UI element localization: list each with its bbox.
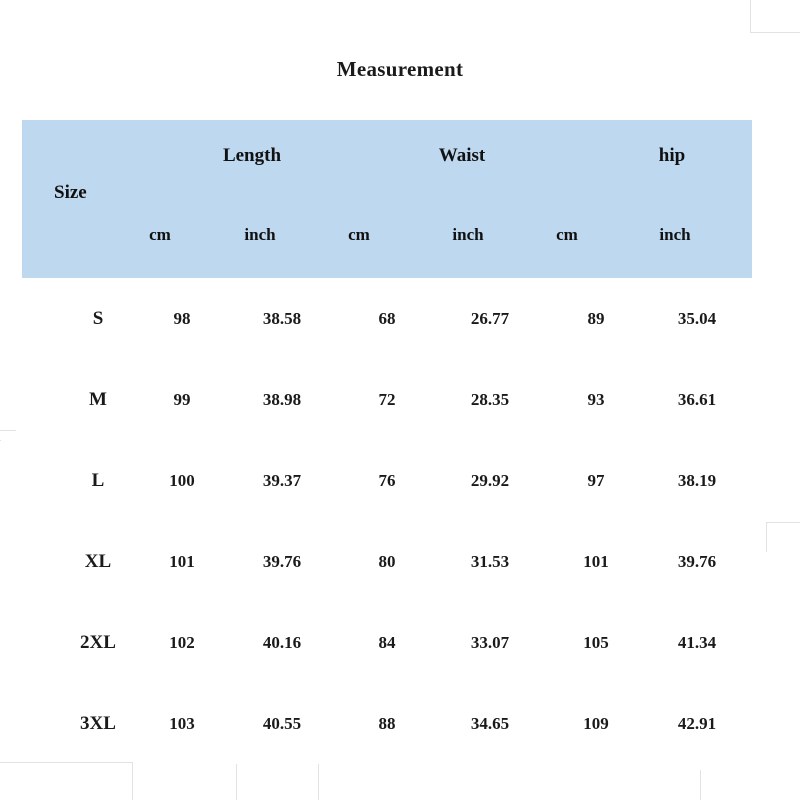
cell-length-cm: 99 bbox=[173, 389, 191, 409]
cell-length-inch: 39.37 bbox=[262, 470, 302, 490]
cell-length-inch: 38.98 bbox=[262, 389, 302, 409]
cell-waist-cm: 88 bbox=[378, 713, 396, 733]
cell-hip-inch: 36.61 bbox=[677, 389, 717, 409]
column-header-size: Size bbox=[54, 182, 87, 203]
cell-size: 2XL bbox=[80, 631, 116, 653]
cell-size: S bbox=[92, 307, 104, 329]
size-table bbox=[22, 120, 752, 764]
column-group-waist: Waist bbox=[438, 145, 486, 166]
cell-hip-cm: 101 bbox=[583, 551, 609, 571]
column-group-length: Length bbox=[222, 145, 282, 166]
cell-waist-inch: 29.92 bbox=[470, 470, 510, 490]
column-unit-length-inch: inch bbox=[244, 225, 276, 244]
table-row bbox=[22, 521, 752, 602]
guide-line-horizontal bbox=[750, 32, 800, 33]
table-row bbox=[22, 602, 752, 683]
guide-line-vertical bbox=[318, 764, 319, 800]
cell-hip-inch: 42.91 bbox=[677, 713, 717, 733]
table-row bbox=[22, 683, 752, 764]
cell-size: 3XL bbox=[80, 712, 116, 734]
cell-hip-inch: 35.04 bbox=[677, 308, 717, 328]
guide-line-vertical bbox=[236, 764, 237, 800]
cell-length-cm: 103 bbox=[169, 713, 195, 733]
cell-hip-cm: 93 bbox=[587, 389, 605, 409]
cell-waist-cm: 76 bbox=[378, 470, 396, 490]
column-unit-hip-cm: cm bbox=[556, 225, 578, 244]
cell-waist-cm: 68 bbox=[378, 308, 396, 328]
cell-waist-inch: 33.07 bbox=[470, 632, 510, 652]
guide-line-horizontal bbox=[766, 522, 800, 523]
column-unit-waist-cm: cm bbox=[348, 225, 370, 244]
cell-length-inch: 40.16 bbox=[262, 632, 302, 652]
column-unit-length-cm: cm bbox=[149, 225, 171, 244]
cell-length-inch: 38.58 bbox=[262, 308, 302, 328]
cell-size: L bbox=[91, 469, 105, 491]
cell-length-cm: 98 bbox=[173, 308, 191, 328]
guide-line-vertical bbox=[0, 440, 1, 441]
column-unit-hip-inch: inch bbox=[659, 225, 691, 244]
cell-size: XL bbox=[84, 550, 112, 572]
cell-waist-cm: 84 bbox=[378, 632, 396, 652]
cell-waist-inch: 34.65 bbox=[470, 713, 510, 733]
cell-hip-inch: 38.19 bbox=[677, 470, 717, 490]
cell-waist-cm: 80 bbox=[378, 551, 396, 571]
table-row bbox=[22, 359, 752, 440]
cell-hip-cm: 97 bbox=[587, 470, 605, 490]
cell-waist-inch: 31.53 bbox=[470, 551, 510, 571]
table-row bbox=[22, 278, 752, 359]
cell-hip-cm: 105 bbox=[583, 632, 609, 652]
guide-line-vertical bbox=[750, 0, 751, 32]
cell-size: M bbox=[89, 388, 107, 410]
cell-waist-inch: 28.35 bbox=[470, 389, 510, 409]
guide-line-horizontal bbox=[0, 430, 16, 431]
cell-hip-cm: 109 bbox=[583, 713, 609, 733]
cell-hip-inch: 39.76 bbox=[677, 551, 717, 571]
guide-line-vertical bbox=[132, 762, 133, 800]
cell-waist-cm: 72 bbox=[378, 389, 396, 409]
guide-line-vertical bbox=[700, 770, 701, 800]
cell-hip-cm: 89 bbox=[587, 308, 605, 328]
cell-length-inch: 39.76 bbox=[262, 551, 302, 571]
cell-length-cm: 101 bbox=[169, 551, 195, 571]
guide-line-vertical bbox=[766, 522, 767, 552]
table-header bbox=[22, 120, 752, 278]
cell-waist-inch: 26.77 bbox=[470, 308, 510, 328]
cell-length-inch: 40.55 bbox=[262, 713, 302, 733]
cell-hip-inch: 41.34 bbox=[677, 632, 717, 652]
table-body bbox=[22, 278, 752, 764]
cell-length-cm: 102 bbox=[169, 632, 195, 652]
cell-length-cm: 100 bbox=[169, 470, 195, 490]
page-title: Measurement bbox=[336, 57, 464, 81]
column-unit-waist-inch: inch bbox=[452, 225, 484, 244]
table-row bbox=[22, 440, 752, 521]
column-group-hip: hip bbox=[658, 145, 686, 166]
